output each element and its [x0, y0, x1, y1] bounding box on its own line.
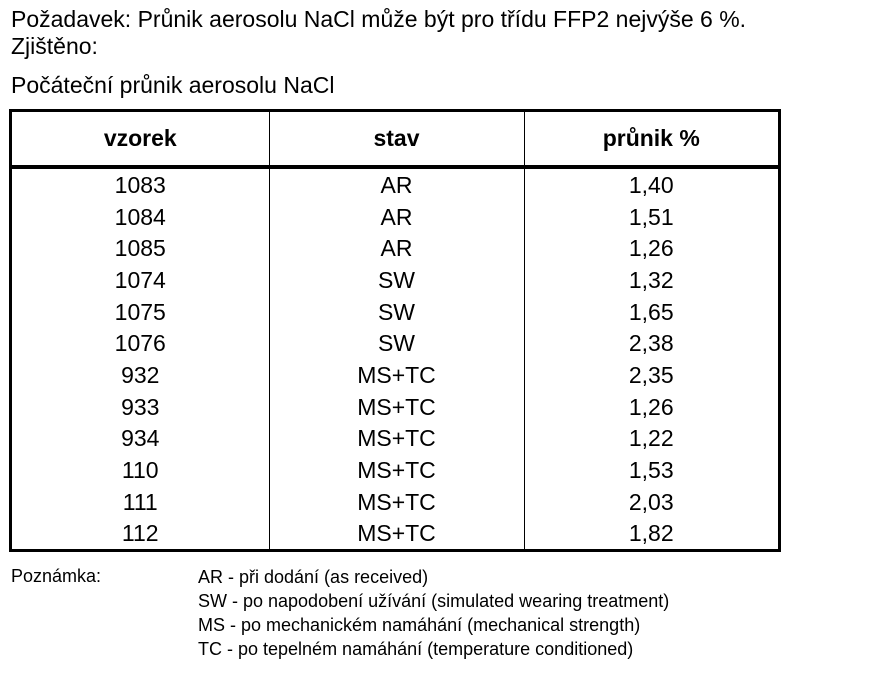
cell-state: AR — [269, 232, 524, 264]
cell-state: AR — [269, 201, 524, 233]
table-row — [12, 486, 778, 518]
table-row — [12, 167, 778, 201]
cell-state: MS+TC — [269, 359, 524, 391]
cell-state: SW — [269, 264, 524, 296]
found-label: Zjištěno: — [11, 33, 98, 59]
table-row — [12, 359, 778, 391]
column-header-sample: vzorek — [12, 112, 269, 167]
cell-penetration: 1,53 — [524, 454, 778, 486]
cell-state: SW — [269, 296, 524, 328]
table-row — [12, 518, 778, 550]
cell-state: MS+TC — [269, 518, 524, 550]
cell-sample: 110 — [121, 457, 159, 484]
note-item: MS - po mechanickém namáhání (mechanical strength) — [198, 615, 641, 635]
cell-state: MS+TC — [269, 423, 524, 455]
cell-state: SW — [269, 327, 524, 359]
cell-penetration: 1,65 — [524, 296, 778, 328]
cell-sample: 112 — [121, 520, 159, 547]
cell-penetration: 1,22 — [524, 423, 778, 455]
cell-sample: 933 — [121, 393, 160, 420]
cell-sample: 1076 — [114, 330, 166, 357]
cell-penetration: 2,35 — [524, 359, 778, 391]
cell-sample: 1075 — [114, 298, 166, 325]
table-header-row — [12, 112, 778, 167]
table-row — [12, 391, 778, 423]
cell-state: AR — [269, 167, 524, 201]
cell-sample: 934 — [121, 425, 160, 452]
cell-penetration: 2,03 — [524, 486, 778, 518]
cell-penetration: 1,51 — [524, 201, 778, 233]
note-label: Poznámka: — [11, 566, 102, 586]
cell-penetration: 1,82 — [524, 518, 778, 550]
note-item: TC - po tepelném namáhání (temperature conditioned) — [198, 639, 634, 659]
table-row — [12, 327, 778, 359]
cell-penetration: 2,38 — [524, 327, 778, 359]
column-header-penetration: průnik % — [524, 112, 778, 167]
notes-list — [198, 565, 669, 661]
requirement-text: Požadavek: Průnik aerosolu NaCl může být pro třídu FFP2 nejvýše 6 %. — [11, 6, 747, 32]
cell-state: MS+TC — [269, 454, 524, 486]
cell-sample: 1085 — [114, 235, 166, 262]
table-row — [12, 264, 778, 296]
note-item: AR - při dodání (as received) — [198, 567, 429, 587]
cell-sample: 932 — [121, 361, 160, 388]
table-row — [12, 296, 778, 328]
cell-penetration: 1,26 — [524, 391, 778, 423]
table-row — [12, 454, 778, 486]
cell-penetration: 1,26 — [524, 232, 778, 264]
table-row — [12, 232, 778, 264]
cell-state: MS+TC — [269, 391, 524, 423]
table-title: Počáteční průnik aerosolu NaCl — [11, 72, 335, 98]
cell-sample: 1084 — [114, 203, 166, 230]
note-item: SW - po napodobení užívání (simulated wearing treatment) — [198, 591, 670, 611]
cell-penetration: 1,40 — [524, 167, 778, 201]
column-header-state: stav — [269, 112, 524, 167]
results-table — [9, 109, 781, 552]
cell-sample: 1083 — [114, 171, 166, 198]
cell-state: MS+TC — [269, 486, 524, 518]
cell-sample: 1074 — [114, 266, 166, 293]
cell-sample: 111 — [122, 488, 158, 515]
cell-penetration: 1,32 — [524, 264, 778, 296]
table-row — [12, 423, 778, 455]
table-row — [12, 201, 778, 233]
